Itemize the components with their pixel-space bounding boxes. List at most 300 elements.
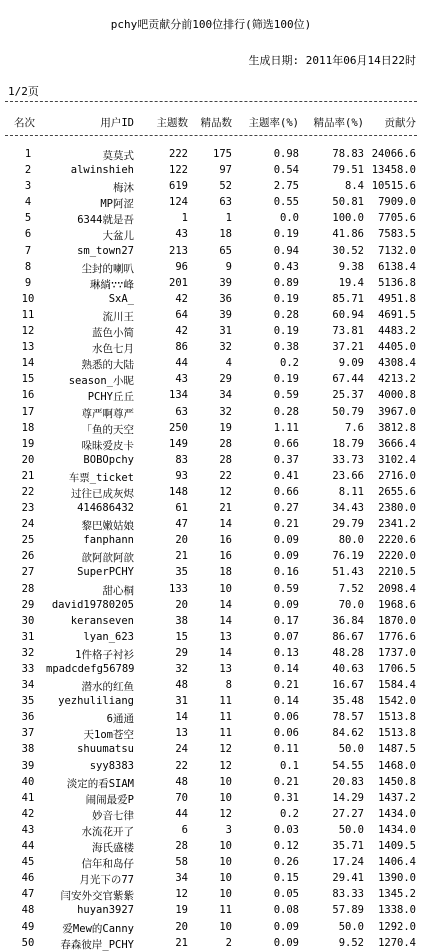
table-row (0, 163, 422, 179)
col-topic-rate-header: 主题率(%) (248, 117, 299, 129)
rank-cell: 36 (21, 711, 35, 724)
user-id-cell: 「鱼的天空 (81, 423, 134, 436)
essence-rate-cell: 51.43 (332, 566, 364, 579)
table-row (0, 598, 422, 614)
essence-rate-cell: 29.79 (332, 518, 364, 531)
rank-cell: 44 (21, 840, 35, 853)
essence-cell: 52 (219, 180, 232, 193)
col-score-header: 贡献分 (384, 117, 416, 129)
dashed-divider-top (5, 101, 417, 102)
rank-cell: 7 (24, 244, 32, 257)
topic-rate-cell: 0.19 (273, 325, 299, 338)
topic-rate-cell: 0.66 (273, 437, 299, 450)
rank-cell: 19 (21, 437, 35, 450)
user-id-cell: 哚昧爱皮卡 (81, 439, 134, 452)
col-user-header: 用户ID (100, 117, 134, 129)
essence-cell: 10 (219, 582, 232, 595)
user-id-cell: 过往已成灰烬 (71, 487, 134, 500)
essence-rate-cell: 50.81 (332, 196, 364, 209)
user-id-cell: 莫莫式 (102, 150, 134, 162)
table-row (0, 260, 422, 276)
topics-cell: 43 (175, 228, 188, 241)
essence-rate-cell: 78.57 (332, 711, 364, 724)
score-cell: 1338.0 (378, 904, 416, 917)
essence-rate-cell: 80.0 (338, 534, 364, 547)
topic-rate-cell: 0.2 (280, 807, 299, 820)
score-cell: 7909.0 (378, 196, 416, 209)
topic-rate-cell: 0.38 (273, 341, 299, 354)
table-row (0, 179, 422, 195)
rank-cell: 14 (21, 357, 35, 370)
table-row (0, 903, 422, 919)
essence-cell: 14 (219, 614, 232, 627)
essence-rate-cell: 17.24 (332, 856, 364, 869)
table-row (0, 485, 422, 501)
generated-date: 生成日期: 2011年06月14日22时 (248, 54, 416, 67)
essence-rate-cell: 33.73 (332, 453, 364, 466)
topic-rate-cell: 0.14 (273, 663, 299, 675)
topics-cell: 6 (181, 823, 188, 836)
score-cell: 13458.0 (371, 164, 416, 177)
user-id-cell: 春森彼岸_PCHY (60, 938, 134, 951)
score-cell: 1468.0 (378, 759, 416, 772)
rank-cell: 16 (21, 389, 35, 402)
essence-cell: 11 (219, 711, 232, 724)
topics-cell: 124 (169, 196, 188, 209)
essence-cell: 14 (219, 598, 232, 611)
essence-cell: 8 (225, 679, 232, 692)
topics-cell: 43 (175, 373, 188, 386)
rank-cell: 21 (21, 469, 35, 482)
rank-cell: 50 (21, 936, 35, 949)
topic-rate-cell: 0.06 (273, 711, 299, 724)
essence-rate-cell: 85.71 (332, 292, 364, 305)
topics-cell: 22 (175, 759, 188, 772)
essence-cell: 32 (219, 405, 232, 418)
topics-cell: 31 (175, 695, 188, 708)
rank-cell: 32 (21, 646, 35, 659)
rank-cell: 2 (24, 164, 32, 177)
table-row (0, 710, 422, 726)
table-row (0, 582, 422, 598)
rank-cell: 23 (21, 502, 35, 515)
topic-rate-cell: 0.31 (273, 791, 299, 804)
table-row (0, 871, 422, 887)
essence-rate-cell: 67.44 (332, 373, 364, 386)
rank-cell: 42 (21, 807, 35, 820)
essence-rate-cell: 60.94 (332, 308, 364, 321)
rank-cell: 35 (21, 695, 35, 708)
table-row (0, 678, 422, 694)
user-id-cell: 淡定的看SIAM (66, 777, 134, 790)
col-essence-rate-header: 精品率(%) (313, 117, 364, 129)
rank-cell: 47 (21, 888, 35, 901)
topic-rate-cell: 0.59 (273, 389, 299, 402)
essence-rate-cell: 48.28 (332, 646, 364, 659)
score-cell: 1513.8 (378, 711, 416, 724)
user-id-cell: shuumatsu (77, 743, 134, 756)
essence-cell: 10 (219, 856, 232, 869)
essence-rate-cell: 8.11 (338, 485, 364, 498)
table-row (0, 340, 422, 356)
page-title: pchy吧贡献分前100位排行(筛选100位) (110, 18, 312, 31)
topics-cell: 48 (175, 775, 188, 788)
topic-rate-cell: 0.19 (273, 373, 299, 386)
table-row (0, 726, 422, 742)
score-cell: 4951.8 (378, 292, 416, 305)
essence-cell: 11 (219, 727, 232, 740)
rank-cell: 37 (21, 727, 35, 740)
rank-cell: 43 (21, 823, 35, 836)
topics-cell: 1 (181, 212, 188, 225)
essence-cell: 11 (219, 904, 232, 917)
user-id-cell: 1件格子衬衫 (75, 648, 134, 661)
dashed-divider-header (5, 135, 417, 136)
rank-cell: 5 (24, 212, 32, 225)
topics-cell: 24 (175, 743, 188, 756)
essence-rate-cell: 19.4 (338, 276, 364, 289)
col-essence-header: 精品数 (200, 117, 232, 129)
rank-cell: 31 (21, 630, 35, 643)
user-id-cell: alwinshieh (70, 164, 134, 177)
user-id-cell: 流川王 (102, 310, 134, 323)
topics-cell: 21 (175, 936, 188, 949)
score-cell: 2098.4 (378, 582, 416, 595)
table-row (0, 920, 422, 936)
topic-rate-cell: 0.09 (273, 936, 299, 949)
topics-cell: 213 (169, 244, 188, 257)
table-row (0, 646, 422, 662)
score-cell: 1434.0 (378, 823, 416, 836)
topics-cell: 149 (169, 437, 188, 450)
topic-rate-cell: 0.11 (273, 743, 299, 756)
rank-cell: 17 (21, 405, 35, 418)
score-cell: 3812.8 (378, 421, 416, 434)
topic-rate-cell: 0.15 (273, 872, 299, 885)
essence-rate-cell: 7.6 (345, 421, 364, 434)
essence-rate-cell: 84.62 (332, 727, 364, 740)
topics-cell: 15 (175, 630, 188, 643)
score-cell: 2380.0 (378, 502, 416, 515)
rank-cell: 22 (21, 485, 35, 498)
essence-rate-cell: 23.66 (332, 469, 364, 482)
score-cell: 1584.4 (378, 679, 416, 692)
topic-rate-cell: 1.11 (273, 421, 299, 434)
user-id-cell: 天1om苍空 (83, 729, 134, 742)
rank-cell: 30 (21, 614, 35, 627)
topics-cell: 38 (175, 614, 188, 627)
score-cell: 6138.4 (378, 260, 416, 273)
score-cell: 1706.5 (378, 663, 416, 675)
table-row (0, 775, 422, 791)
score-cell: 1870.0 (378, 614, 416, 627)
user-id-cell: huyan3927 (77, 904, 134, 917)
user-id-cell: fanphann (83, 534, 134, 547)
score-cell: 1345.2 (378, 888, 416, 901)
score-cell: 4691.5 (378, 308, 416, 321)
table-header (0, 115, 422, 129)
essence-cell: 10 (219, 775, 232, 788)
topic-rate-cell: 0.54 (273, 164, 299, 177)
table-row (0, 421, 422, 437)
essence-rate-cell: 7.52 (338, 582, 364, 595)
essence-rate-cell: 35.48 (332, 695, 364, 708)
table-row (0, 855, 422, 871)
topics-cell: 63 (175, 405, 188, 418)
essence-cell: 4 (225, 357, 232, 370)
rank-cell: 6 (24, 228, 32, 241)
table-row (0, 388, 422, 404)
essence-cell: 28 (219, 453, 232, 466)
user-id-cell: BOBOpchy (83, 453, 134, 466)
essence-cell: 13 (219, 630, 232, 643)
user-id-cell: 闹闹最爱P (85, 793, 134, 806)
user-id-cell: 尘封的喇叭 (81, 262, 134, 275)
score-cell: 1270.4 (378, 936, 416, 949)
score-cell: 4405.0 (378, 341, 416, 354)
table-row (0, 211, 422, 227)
user-id-cell: 水色七月 (92, 343, 134, 356)
topics-cell: 222 (169, 148, 188, 160)
topic-rate-cell: 0.37 (273, 453, 299, 466)
score-cell: 1776.6 (378, 630, 416, 643)
essence-rate-cell: 30.52 (332, 244, 364, 257)
table-row (0, 292, 422, 308)
essence-cell: 12 (219, 759, 232, 772)
score-cell: 4483.2 (378, 325, 416, 338)
essence-cell: 31 (219, 325, 232, 338)
topic-rate-cell: 0.21 (273, 518, 299, 531)
rank-cell: 29 (21, 598, 35, 611)
topics-cell: 44 (175, 807, 188, 820)
topic-rate-cell: 0.09 (273, 598, 299, 611)
essence-rate-cell: 73.81 (332, 325, 364, 338)
score-cell: 2220.0 (378, 550, 416, 563)
score-cell: 7583.5 (378, 228, 416, 241)
user-id-cell: 黎巴嫩姑娘 (81, 520, 134, 533)
table-row (0, 405, 422, 421)
rank-cell: 40 (21, 775, 35, 788)
rank-cell: 34 (21, 679, 35, 692)
user-id-cell: syy8383 (89, 759, 134, 772)
user-id-cell: 月光下の77 (79, 874, 134, 887)
score-cell: 7705.6 (378, 212, 416, 225)
table-row (0, 437, 422, 453)
score-cell: 3102.4 (378, 453, 416, 466)
essence-cell: 10 (219, 872, 232, 885)
essence-cell: 36 (219, 292, 232, 305)
user-id-cell: SxA_ (108, 292, 134, 305)
user-id-cell: 蓝色小简 (92, 327, 134, 340)
topic-rate-cell: 0.43 (273, 260, 299, 273)
user-id-cell: 海氏盛楼 (92, 842, 134, 855)
score-cell: 1434.0 (378, 807, 416, 820)
essence-cell: 63 (219, 196, 232, 209)
rank-cell: 9 (24, 276, 32, 289)
essence-cell: 97 (219, 164, 232, 177)
topic-rate-cell: 0.94 (273, 244, 299, 257)
table-row (0, 533, 422, 549)
topic-rate-cell: 0.41 (273, 469, 299, 482)
score-cell: 1487.5 (378, 743, 416, 756)
essence-cell: 22 (219, 469, 232, 482)
essence-cell: 10 (219, 840, 232, 853)
topic-rate-cell: 0.2 (280, 357, 299, 370)
rank-cell: 25 (21, 534, 35, 547)
essence-cell: 14 (219, 646, 232, 659)
topic-rate-cell: 0.09 (273, 550, 299, 563)
essence-cell: 28 (219, 437, 232, 450)
score-cell: 24066.6 (371, 148, 416, 160)
topic-rate-cell: 0.21 (273, 679, 299, 692)
table-row (0, 759, 422, 775)
essence-cell: 16 (219, 550, 232, 563)
topics-cell: 58 (175, 856, 188, 869)
essence-cell: 19 (219, 421, 232, 434)
topic-rate-cell: 0.14 (273, 695, 299, 708)
user-id-cell: 潜水的红鱼 (81, 681, 134, 694)
topic-rate-cell: 0.17 (273, 614, 299, 627)
rank-cell: 27 (21, 566, 35, 579)
table-row (0, 791, 422, 807)
user-id-cell: MP阿涩 (100, 198, 134, 211)
essence-rate-cell: 29.41 (332, 872, 364, 885)
essence-cell: 18 (219, 566, 232, 579)
user-id-cell: david19780205 (51, 598, 134, 611)
essence-rate-cell: 35.71 (332, 840, 364, 853)
topic-rate-cell: 0.98 (273, 148, 299, 160)
topics-cell: 61 (175, 502, 188, 515)
user-id-cell: 水流花开了 (81, 825, 134, 838)
score-cell: 1292.0 (378, 920, 416, 933)
rank-cell: 18 (21, 421, 35, 434)
table-row (0, 244, 422, 260)
topics-cell: 86 (175, 341, 188, 354)
topic-rate-cell: 0.08 (273, 904, 299, 917)
user-id-cell: 尊严啊尊严 (81, 407, 134, 420)
topics-cell: 20 (175, 920, 188, 933)
table-row (0, 887, 422, 903)
rank-cell: 13 (21, 341, 35, 354)
topic-rate-cell: 0.19 (273, 228, 299, 241)
user-id-cell: 车票_ticket (68, 471, 134, 484)
topic-rate-cell: 0.0 (280, 212, 299, 225)
score-cell: 1406.4 (378, 856, 416, 869)
essence-rate-cell: 100.0 (332, 212, 364, 225)
essence-rate-cell: 36.84 (332, 614, 364, 627)
user-id-cell: 梅沐 (113, 182, 134, 195)
topic-rate-cell: 2.75 (273, 180, 299, 193)
table-row (0, 147, 422, 163)
essence-rate-cell: 20.83 (332, 775, 364, 788)
topic-rate-cell: 0.59 (273, 582, 299, 595)
table-row (0, 453, 422, 469)
topics-cell: 13 (175, 727, 188, 740)
rank-cell: 1 (24, 148, 32, 160)
table-row (0, 356, 422, 372)
topics-cell: 201 (169, 276, 188, 289)
topic-rate-cell: 0.66 (273, 485, 299, 498)
score-cell: 2210.5 (378, 566, 416, 579)
essence-rate-cell: 41.86 (332, 228, 364, 241)
essence-cell: 39 (219, 308, 232, 321)
essence-rate-cell: 27.27 (332, 807, 364, 820)
user-id-cell: season_小昵 (68, 375, 134, 388)
topics-cell: 83 (175, 453, 188, 466)
essence-rate-cell: 86.67 (332, 630, 364, 643)
user-id-cell: 闫安外交官紫紫 (60, 890, 134, 903)
topics-cell: 28 (175, 840, 188, 853)
essence-cell: 29 (219, 373, 232, 386)
essence-cell: 1 (225, 212, 232, 225)
topics-cell: 21 (175, 550, 188, 563)
rank-cell: 8 (24, 260, 32, 273)
rank-cell: 26 (21, 550, 35, 563)
rank-cell: 11 (21, 308, 35, 321)
essence-rate-cell: 9.09 (338, 357, 364, 370)
table-row (0, 936, 422, 952)
essence-rate-cell: 50.79 (332, 405, 364, 418)
user-id-cell: yezhuliliang (58, 695, 134, 708)
score-cell: 1450.8 (378, 775, 416, 788)
user-id-cell: mpadcdefg56789 (46, 663, 135, 675)
rank-cell: 41 (21, 791, 35, 804)
rank-cell: 38 (21, 743, 35, 756)
essence-cell: 32 (219, 341, 232, 354)
table-row (0, 742, 422, 758)
table-row (0, 614, 422, 630)
topics-cell: 34 (175, 872, 188, 885)
topics-cell: 93 (175, 469, 188, 482)
rank-cell: 4 (24, 196, 32, 209)
user-id-cell: keranseven (70, 614, 134, 627)
user-id-cell: 歆阿歆阿歆 (81, 552, 134, 565)
rank-cell: 48 (21, 904, 35, 917)
topics-cell: 42 (175, 325, 188, 338)
table-row (0, 372, 422, 388)
topics-cell: 122 (169, 164, 188, 177)
topic-rate-cell: 0.09 (273, 534, 299, 547)
essence-cell: 10 (219, 920, 232, 933)
essence-rate-cell: 54.55 (332, 759, 364, 772)
essence-cell: 12 (219, 743, 232, 756)
topic-rate-cell: 0.07 (273, 630, 299, 643)
score-cell: 10515.6 (371, 180, 416, 193)
topic-rate-cell: 0.03 (273, 823, 299, 836)
topics-cell: 14 (175, 711, 188, 724)
essence-rate-cell: 8.4 (345, 180, 364, 193)
essence-cell: 12 (219, 485, 232, 498)
score-cell: 2220.6 (378, 534, 416, 547)
essence-cell: 13 (219, 663, 232, 675)
topic-rate-cell: 0.27 (273, 502, 299, 515)
score-cell: 3666.4 (378, 437, 416, 450)
topic-rate-cell: 0.19 (273, 292, 299, 305)
essence-rate-cell: 50.0 (338, 823, 364, 836)
essence-rate-cell: 83.33 (332, 888, 364, 901)
topics-cell: 48 (175, 679, 188, 692)
essence-cell: 10 (219, 791, 232, 804)
topics-cell: 148 (169, 485, 188, 498)
topic-rate-cell: 0.26 (273, 856, 299, 869)
table-row (0, 565, 422, 581)
user-id-cell: 琳緔∵∵峰 (89, 278, 134, 291)
rank-cell: 12 (21, 325, 35, 338)
essence-cell: 65 (219, 244, 232, 257)
score-cell: 1409.5 (378, 840, 416, 853)
table-row (0, 195, 422, 211)
score-cell: 2655.6 (378, 485, 416, 498)
